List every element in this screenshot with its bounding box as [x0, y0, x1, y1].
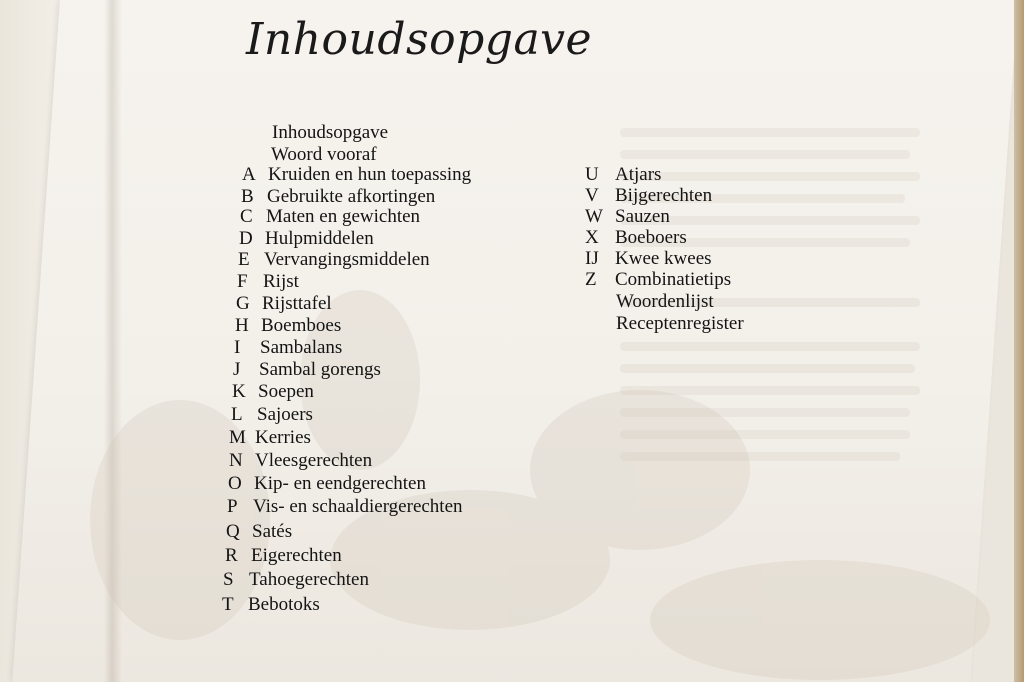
toc-entry-label: Woordenlijst	[616, 291, 714, 312]
chapter-label: Vis- en schaaldiergerechten	[253, 496, 463, 517]
chapter-label: Gebruikte afkortingen	[267, 186, 436, 207]
chapter-letter: A	[242, 164, 256, 185]
toc-entry-u	[585, 164, 661, 186]
toc-entry-n	[229, 450, 372, 472]
chapter-letter: U	[585, 164, 599, 185]
toc-entry-w	[585, 206, 670, 228]
toc-entry-m	[229, 427, 311, 449]
chapter-label: Boeboers	[615, 227, 687, 248]
chapter-letter: S	[223, 569, 234, 590]
toc-entry-a	[242, 164, 471, 186]
chapter-label: Vleesgerechten	[255, 450, 373, 471]
chapter-letter: M	[229, 427, 246, 448]
toc-entry-g	[236, 293, 332, 315]
chapter-letter: R	[225, 545, 238, 566]
chapter-letter: J	[233, 359, 241, 380]
chapter-label: Combinatietips	[615, 269, 732, 290]
chapter-letter: C	[240, 206, 253, 227]
chapter-label: Kruiden en hun toepassing	[268, 164, 472, 185]
chapter-letter: IJ	[585, 248, 599, 269]
chapter-label: Sambal gorengs	[259, 359, 381, 380]
toc-entry-k	[232, 381, 314, 403]
chapter-label: Bijgerechten	[615, 185, 713, 206]
chapter-letter: F	[237, 271, 248, 292]
toc-entry-woord-vooraf	[271, 144, 377, 166]
toc-entry-s	[223, 569, 369, 591]
chapter-letter: T	[222, 594, 234, 615]
chapter-label: Vervangingsmiddelen	[264, 249, 430, 270]
chapter-letter: N	[229, 450, 243, 471]
chapter-label: Satés	[252, 521, 293, 542]
chapter-label: Hulpmiddelen	[265, 228, 374, 249]
chapter-letter: G	[236, 293, 250, 314]
toc-entry-z	[585, 269, 731, 291]
chapter-label: Kwee kwees	[615, 248, 712, 269]
chapter-label: Sajoers	[257, 404, 313, 425]
chapter-letter: K	[232, 381, 246, 402]
chapter-label: Rijsttafel	[262, 293, 332, 314]
toc-entry-e	[238, 249, 430, 271]
toc-entry-label: Receptenregister	[616, 313, 744, 334]
toc-entry-i	[234, 337, 342, 359]
page-edge	[1014, 0, 1024, 682]
toc-entry-x	[585, 227, 687, 249]
chapter-letter: L	[231, 404, 243, 425]
chapter-letter: Q	[226, 521, 240, 542]
toc-entry-q	[226, 521, 292, 543]
chapter-label: Kip- en eendgerechten	[254, 473, 426, 494]
chapter-label: Rijst	[263, 271, 299, 292]
toc-entry-d	[239, 228, 374, 250]
toc-entry-t	[222, 594, 320, 616]
toc-entry-inhoudsopgave	[272, 122, 388, 144]
chapter-label: Atjars	[615, 164, 662, 185]
chapter-label: Sambalans	[260, 337, 343, 358]
chapter-letter: X	[585, 227, 599, 248]
chapter-letter: B	[241, 186, 254, 207]
chapter-letter: O	[228, 473, 242, 494]
toc-entry-h	[235, 315, 341, 337]
toc-entry-r	[225, 545, 342, 567]
chapter-letter: P	[227, 496, 238, 517]
toc-entry-receptenregister	[616, 313, 744, 335]
toc-entry-c	[240, 206, 420, 228]
toc-entry-ij	[585, 248, 712, 270]
chapter-letter: V	[585, 185, 599, 206]
chapter-letter: H	[235, 315, 249, 336]
toc-entry-woordenlijst	[616, 291, 714, 313]
chapter-label: Sauzen	[615, 206, 670, 227]
chapter-letter: D	[239, 228, 253, 249]
chapter-letter: I	[234, 337, 241, 358]
toc-entry-l	[231, 404, 313, 426]
chapter-label: Maten en gewichten	[266, 206, 421, 227]
chapter-label: Bebotoks	[248, 594, 320, 615]
chapter-label: Soepen	[258, 381, 314, 402]
toc-entry-label: Inhoudsopgave	[272, 122, 389, 143]
toc-entry-b	[241, 186, 435, 208]
page-title: Inhoudsopgave	[246, 14, 593, 65]
toc-entry-f	[237, 271, 299, 293]
chapter-letter: W	[585, 206, 603, 227]
toc-entry-v	[585, 185, 712, 207]
toc-entry-p	[227, 496, 463, 518]
chapter-letter: Z	[585, 269, 597, 290]
toc-entry-j	[233, 359, 381, 381]
chapter-label: Kerries	[255, 427, 311, 448]
chapter-letter: E	[238, 249, 250, 270]
chapter-label: Eigerechten	[251, 545, 342, 566]
chapter-label: Tahoegerechten	[249, 569, 369, 590]
toc-entry-label: Woord vooraf	[271, 144, 377, 165]
toc-entry-o	[228, 473, 426, 495]
chapter-label: Boemboes	[261, 315, 342, 336]
